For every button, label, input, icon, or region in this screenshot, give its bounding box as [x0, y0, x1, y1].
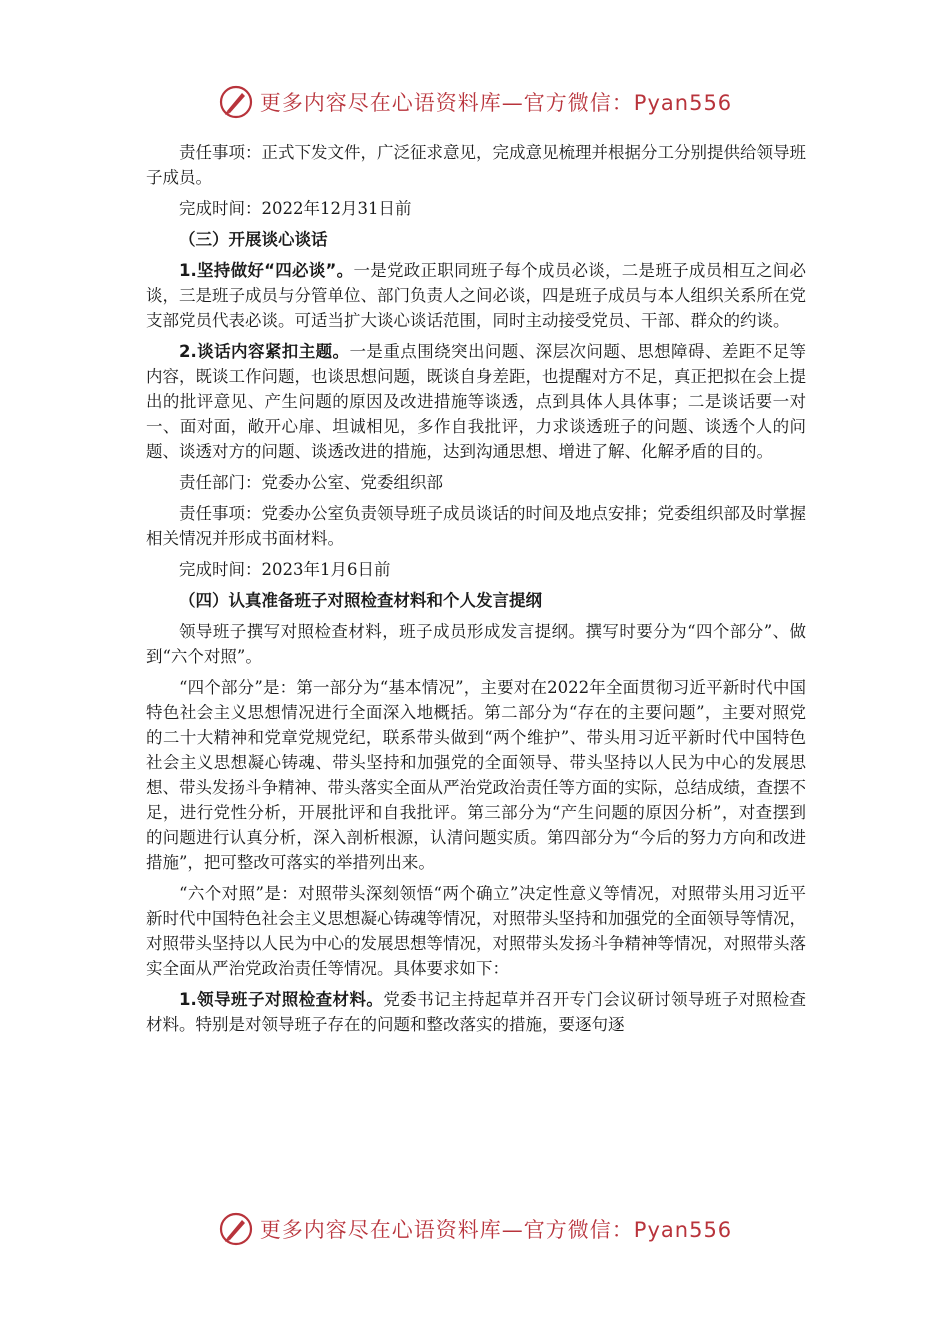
paragraph-leadership-material: [146, 987, 806, 1037]
banner-text: 更多内容尽在心语资料库—官方微信：Pyan556: [259, 91, 733, 115]
paragraph-responsible-dept: 责任部门：党委办公室、党委组织部: [179, 473, 443, 492]
paragraph-four-must-talks: [146, 258, 806, 333]
document-body: [146, 140, 806, 1043]
footer-banner: [0, 1207, 950, 1251]
paragraph-responsibility-1: 责任事项：正式下发文件，广泛征求意见，完成意见梳理并根据分工分别提供给领导班子成员。: [146, 143, 806, 187]
paragraph-intro: 领导班子撰写对照检查材料，班子成员形成发言提纲。撰写时要分为“四个部分”、做到“六个对照”。: [146, 622, 806, 666]
pen-logo-icon: [218, 84, 254, 120]
header-banner: [0, 80, 950, 124]
paragraph-body: 一是重点围绕突出问题、深层次问题、思想障碍、差距不足等内容，既谈工作问题，也谈思想问题，既谈自身差距，也提醒对方不足，真正把拟在会上提出的批评意见、产生问题的原因及改进措施等谈透，点到具体人具体事；二是谈话要一对一、面对面，敞开心扉、坦诚相见，多作自我批评，力求谈透班子的问题、谈透个人的问题、谈透对方的问题、谈透改进的措施，达到沟通思想、增进了解、化解矛盾的目的。: [146, 342, 807, 461]
paragraph-body: 党委书记主持起草并召开专门会议研讨领导班子对照检查材料。特别是对领导班子存在的问题和整改落实的措施，要逐句逐: [146, 990, 807, 1034]
banner-text: 更多内容尽在心语资料库—官方微信：Pyan556: [259, 1218, 733, 1242]
paragraph-deadline-1: 完成时间：2022年12月31日前: [179, 199, 412, 218]
section-heading-4: （四）认真准备班子对照检查材料和个人发言提纲: [179, 591, 542, 610]
paragraph-lead: 2.谈话内容紧扣主题。: [179, 342, 350, 361]
paragraph-body: 一是党政正职同班子每个成员必谈，二是班子成员相互之间必谈，三是班子成员与分管单位、部门负责人之间必谈，四是班子成员与本人组织关系所在党支部党员代表必谈。可适当扩大谈心谈话范围，同时主动接受党员、干部、群众的约谈。: [146, 261, 807, 330]
pen-logo-icon: [218, 1211, 254, 1247]
paragraph-talk-content: [146, 339, 806, 464]
section-heading-3: （三）开展谈心谈话: [179, 230, 328, 249]
paragraph-four-parts: “四个部分”是：第一部分为“基本情况”，主要对在2022年全面贯彻习近平新时代中国特色社会主义思想情况进行全面深入地概括。第二部分为“存在的主要问题”，主要对照党的二十大精神和党章党规党纪，联系带头做到“两个维护”、带头用习近平新时代中国特色社会主义思想凝心铸魂、带头坚持和加强党的全面领导、带头坚持以人民为中心的发展思想、带头发扬斗争精神、带头落实全面从严治党政治责任等方面的实际，总结成绩，查摆不足，进行党性分析，开展批评和自我批评。第三部分为“产生问题的原因分析”，对查摆到的问题进行认真分析，深入剖析根源，认清问题实质。第四部分为“今后的努力方向和改进措施”，把可整改可落实的举措列出来。: [146, 678, 806, 872]
paragraph-deadline-2: 完成时间：2023年1月6日前: [179, 560, 391, 579]
paragraph-six-comparisons: “六个对照”是：对照带头深刻领悟“两个确立”决定性意义等情况，对照带头用习近平新时代中国特色社会主义思想凝心铸魂等情况，对照带头坚持和加强党的全面领导等情况，对照带头坚持以人民为中心的发展思想等情况，对照带头发扬斗争精神等情况，对照带头落实全面从严治党政治责任等情况。具体要求如下：: [146, 884, 806, 978]
paragraph-responsibility-2: 责任事项：党委办公室负责领导班子成员谈话的时间及地点安排；党委组织部及时掌握相关情况并形成书面材料。: [146, 504, 806, 548]
paragraph-lead: 1.领导班子对照检查材料。: [179, 990, 384, 1009]
paragraph-lead: 1.坚持做好“四必谈”。: [179, 261, 354, 280]
